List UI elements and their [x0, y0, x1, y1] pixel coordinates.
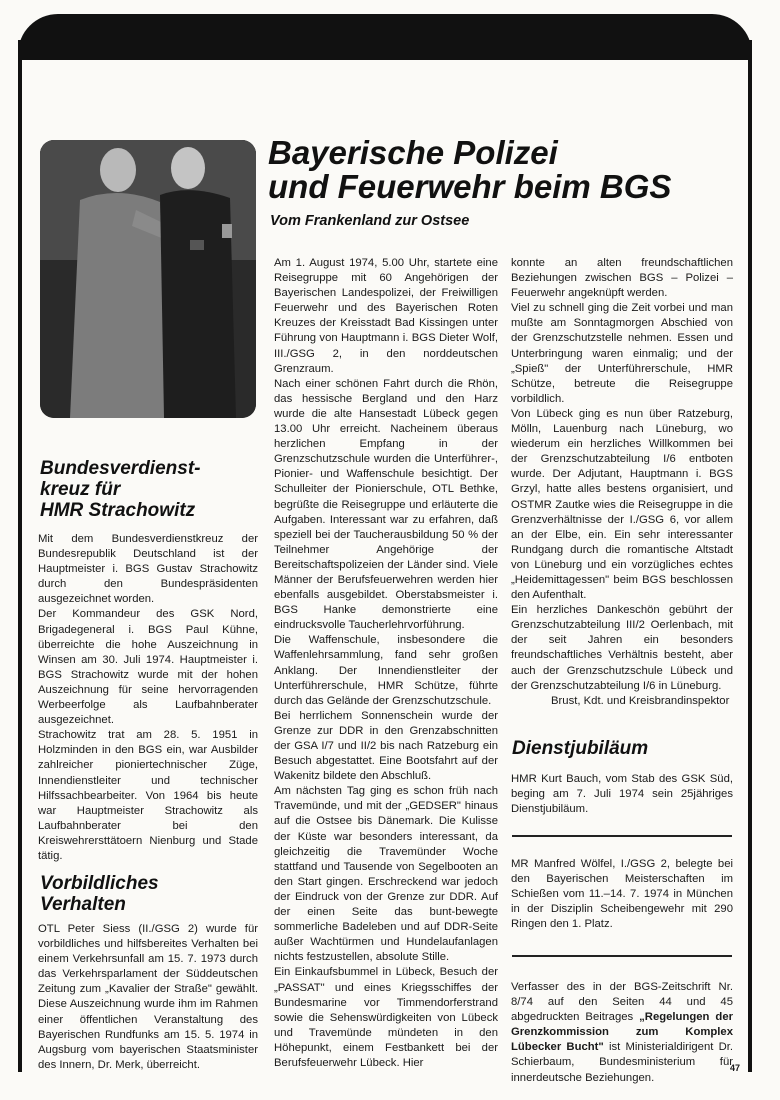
paragraph: Am nächsten Tag ging es schon früh nach Travemünde, und mit der „GEDSER" hinaus auf die Ostsee bis Dänemark. Die Kulisse der Küste war besonders interessant, da gleichzeitig die Travemünder Woche stattfand und Tausende von Segelbooten an den Start gingen. Erschreckend war jedoch der Eindruck von der Grenze zur DDR. Auf der einen Seite das bunt-bewegte sommerliche Badeleben und auf DDR-Seite außer Wachtürmen und Hundelaufanlagen nichts festzustellen, absolute Stille.: [274, 785, 498, 964]
paragraph: konnte an alten freundschaftlichen Beziehungen zwischen BGS – Polizei – Feuerwehr angeknüpft werden.: [511, 257, 733, 300]
paragraph: Der Kommandeur des GSK Nord, Brigadegeneral i. BGS Paul Kühne, überreichte die hohe Auszeichnung in Winsen am 30. Juli 1974. Hauptmeister i. BGS Strachowitz wurde mit der hohen Auszeichnung für seine hervorragenden Werbeerfolge als Laufbahnberater ausgezeichnet.: [38, 608, 258, 727]
paragraph: [511, 980, 733, 1086]
jubilee-text: [511, 772, 733, 817]
jubilee-heading: Dienstjubiläum: [512, 738, 649, 759]
paragraph: Am 1. August 1974, 5.00 Uhr, startete eine Reisegruppe mit 60 Angehörigen der Bayerischen Landespolizei, der Freiwilligen Feuerwehr und des Bayerischen Roten Kreuzes der Kreisstadt Bad Kissingen unter Führung von Hauptmann i. BGS Dieter Wolf, III./GSG 2, in den norddeutschen Grenzraum.: [274, 257, 498, 375]
conduct-heading: Vorbildliches Verhalten: [40, 873, 159, 915]
article-subtitle: Vom Frankenland zur Ostsee: [270, 213, 470, 229]
main-article-body: [274, 256, 498, 1071]
paragraph: Bei herrlichem Sonnenschein wurde der Grenze zur DDR in den Grenzabschnitten der GSA I/7 und II/2 bis nach Ratzeburg ein Besuch abgestattet. Eine Bootsfahrt auf der Wakenitz bildete den Abschluß.: [274, 709, 498, 783]
paragraph: Mit dem Bundesverdienstkreuz der Bundesrepublik Deutschland ist der Hauptmeister i. BGS Gustav Strachowitz durch den Bundespräsidenten ausgezeichnet worden.: [38, 533, 258, 606]
paragraph: Ein herzliches Dankeschön gebührt der Grenzschutzabteilung III/2 Oerlenbach, mit der seit Jahren ein besonders freundschaftliches Verhältnis besteht, aber auch der Grenzschutzschule Lübeck und der Grenzschutzabteilung I/6 in Lüneburg.: [511, 604, 733, 692]
author-signature: Brust, Kdt. und Kreisbrandinspektor: [551, 694, 730, 707]
paragraph: HMR Kurt Bauch, vom Stab des GSK Süd, beging am 7. Juli 1974 sein 25jähriges Dienstjubiläum.: [511, 773, 733, 816]
page-number: 47: [730, 1063, 741, 1073]
note-bold-title: „Regelungen der Grenzkommission zum Komplex Lübecker Bucht": [511, 1011, 733, 1054]
paragraph: Strachowitz trat am 28. 5. 1951 in Holzminden in den BGS ein, war Ausbilder zahlreicher pioniertechnischer Züge, Innendienstleiter und technischer Hilfssachbearbeiter. Von 1964 bis heute war Hauptmeister Strachowitz als Laufbahnberater bei den Kreiswehrersttätoern Nienburg und Stade tätig.: [38, 729, 258, 862]
divider: [512, 835, 732, 837]
paragraph: Viel zu schnell ging die Zeit vorbei und man mußte am Sonntagmorgen Abschied von der Grenzschutzstelle nehmen. Essen und Unterbringung waren einmalig; und der „Spieß" der Unterführerschule, HMR Schütze, betreute die Reisegruppe vorbildlich.: [511, 302, 733, 405]
paragraph: Ein Einkaufsbummel in Lübeck, Besuch der „PASSAT" und eines Kriegsschiffes der Bundesmarine vor Timmendorferstrand sowie die Sehenswürdigkeiten von Lübeck und Travemünde mündeten in den Höhepunkt, einem Festbankett bei der Berufsfeuerwehr Lübeck. Hier: [274, 966, 498, 1069]
article-continuation: [511, 256, 733, 709]
paragraph: OTL Peter Siess (II./GSG 2) wurde für vorbildliches und hilfsbereites Verhalten bei einem Verkehrsunfall am 15. 7. 1973 durch das Verkehrsparlament der Süddeutschen Zeitung zum „Kavalier der Straße" gewählt. Diese Auszeichnung wurde ihm im Rahmen einer öffentlichen Veranstaltung des Bayerischen Rundfunks am 15. 5. 1974 in Augsburg vom bayerischen Staatsminister des Innern, Dr. Merk, überreicht.: [38, 923, 258, 1071]
championship-text: [511, 857, 733, 932]
article-title: Bayerische Polizei und Feuerwehr beim BGS: [268, 134, 672, 205]
paragraph: MR Manfred Wölfel, I./GSG 2, belegte bei den Bayerischen Meisterschaften im Schießen vom 11.–14. 7. 1974 in München in der Disziplin Scheibengewehr mit 290 Ringen den 1. Platz.: [511, 858, 733, 931]
award-ceremony-photo: [40, 140, 256, 418]
award-text: [38, 532, 258, 864]
divider: [512, 955, 732, 957]
right-frame-line: [748, 40, 752, 1072]
note-text: ist Ministerialdirigent Dr. Schierbaum, Bundesministerium für innerdeutsche Beziehungen.: [511, 1041, 734, 1084]
author-note: [511, 980, 733, 1086]
award-heading: Bundesverdienst- kreuz für HMR Strachowitz: [40, 458, 201, 521]
paragraph: Von Lübeck ging es nun über Ratzeburg, Mölln, Lauenburg nach Lüneburg, wo wiederum ein herzliches Willkommen bei der Grenzschutzabteilung I/6 entboten wurde. Der Adjutant, Hauptmann i. BGS Grzyl, hatte alles bestens organisiert, und OSTMR Zautke wies die Reisegruppe in die Grenzverhältnisse der I./GSG 6, vor allem an der Elbe, ein. Ein sehr interessanter Rundgang durch die romantische Altstadt von Lüneburg und ein vorzügliches echtes „Heidemittagessen" beim BGS beschlossen den Aufenthalt.: [511, 407, 733, 602]
top-banner-bar: [18, 14, 752, 60]
paragraph: Die Waffenschule, insbesondere die Waffenlehrsammlung, fand sehr großen Anklang. Der Innendienstleiter der Unterführerschule, HMR Schütze, führte durch das Gelände der Grenzschutzschule.: [274, 634, 498, 707]
paragraph: Nach einer schönen Fahrt durch die Rhön, das hessische Bergland und den Harz wurde die alte Hansestadt Lübeck gegen 13.00 Uhr erreicht. Nacheinem überaus herzlichen Empfang in der Grenzschutzschule wurden die Unterführer-, Pionier- und Waffenschule besichtigt. Der Schulleiter der Pionierschule, OTL Bethke, begrüßte die Reisegruppe und erläuterte die Aufgaben. Interessant war zu erfahren, daß speziell bei der Taucherausbildung 50 % der Teilnehmer Angehörige der Bereitschaftspolizeien der Länder sind. Viele Männer der Berufsfeuerwehren werden hier ebenfalls ausgebildet. Oberstabsmeister i. BGS Hanke demonstrierte eine eindrucksvolle Taucherlehrvorführung.: [274, 377, 498, 632]
conduct-text: [38, 922, 258, 1073]
left-frame-line: [18, 40, 22, 1072]
note-text: Verfasser des in der BGS-Zeitschrift Nr. 8/74 auf den Seiten 44 und 45 abgedruckten Beitrages: [511, 981, 733, 1024]
